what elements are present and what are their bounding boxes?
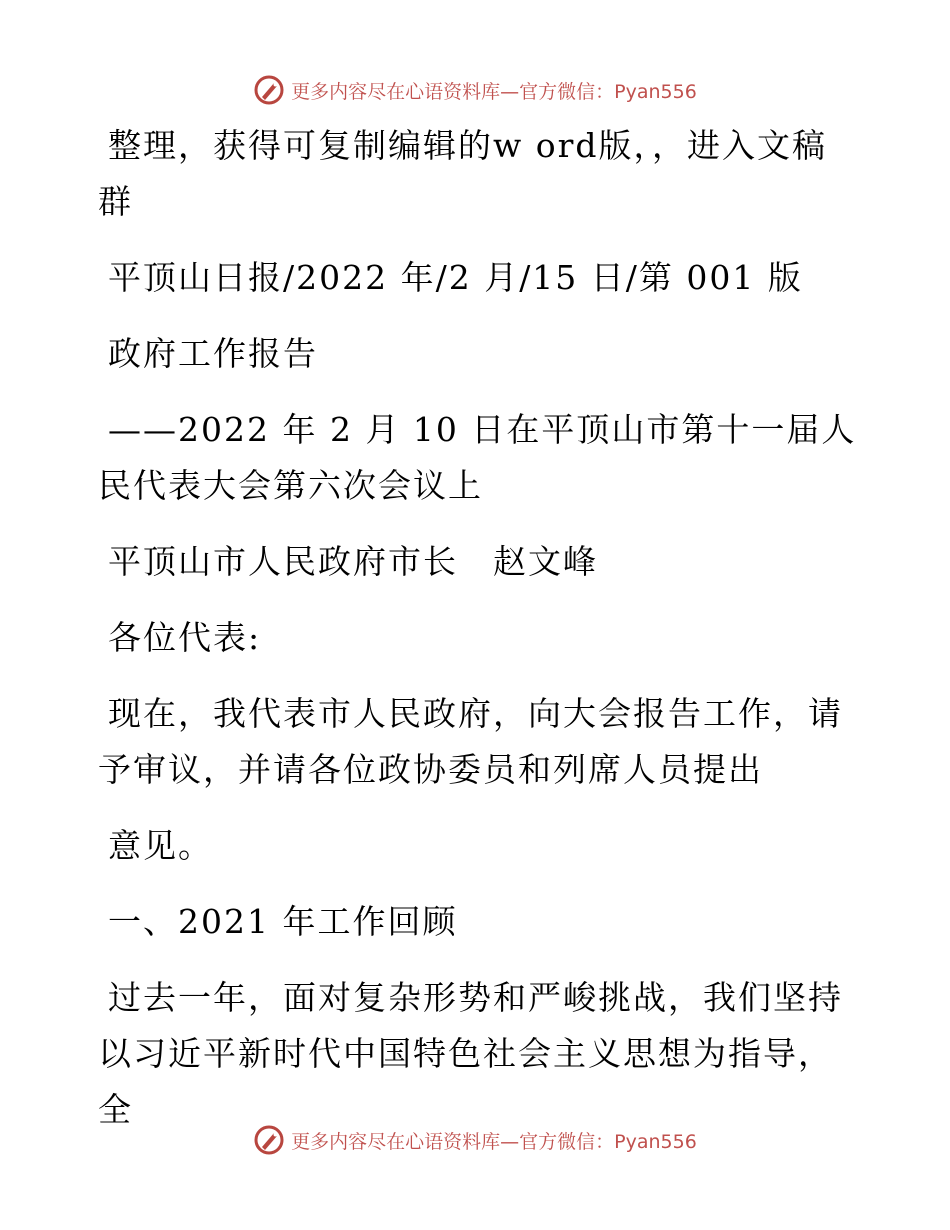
paragraph: 意见。 [108,826,213,865]
paragraph: 一、2021 年工作回顾 [108,902,458,941]
footer-banner [0,1120,950,1160]
pen-seal-logo-icon [253,1124,285,1156]
footer-banner-text: 更多内容尽在心语资料库—官方微信：Pyan556 [291,1130,697,1153]
paragraph: 平顶山日报/2022 年/2 月/15 日/第 001 版 [108,258,803,297]
header-banner-text: 更多内容尽在心语资料库—官方微信：Pyan556 [291,80,697,103]
document-body [98,118,858,1158]
paragraph: 过去一年，面对复杂形势和严峻挑战，我们坚持以习近平新时代中国特色社会主义思想为指导，全 [98,978,843,1129]
header-banner [0,70,950,110]
paragraph: 平顶山市人民政府市长 赵文峰 [108,542,598,581]
paragraph: 现在，我代表市人民政府，向大会报告工作，请予审议，并请各位政协委员和列席人员提出 [98,694,843,789]
pen-seal-logo-icon [253,74,285,106]
paragraph: 各位代表: [108,618,262,657]
paragraph: 整理，获得可复制编辑的w ord版，，进入文稿群 [98,126,828,221]
paragraph: ——2022 年 2 月 10 日在平顶山市第十一届人民代表大会第六次会议上 [98,410,857,505]
paragraph: 政府工作报告 [108,334,318,373]
